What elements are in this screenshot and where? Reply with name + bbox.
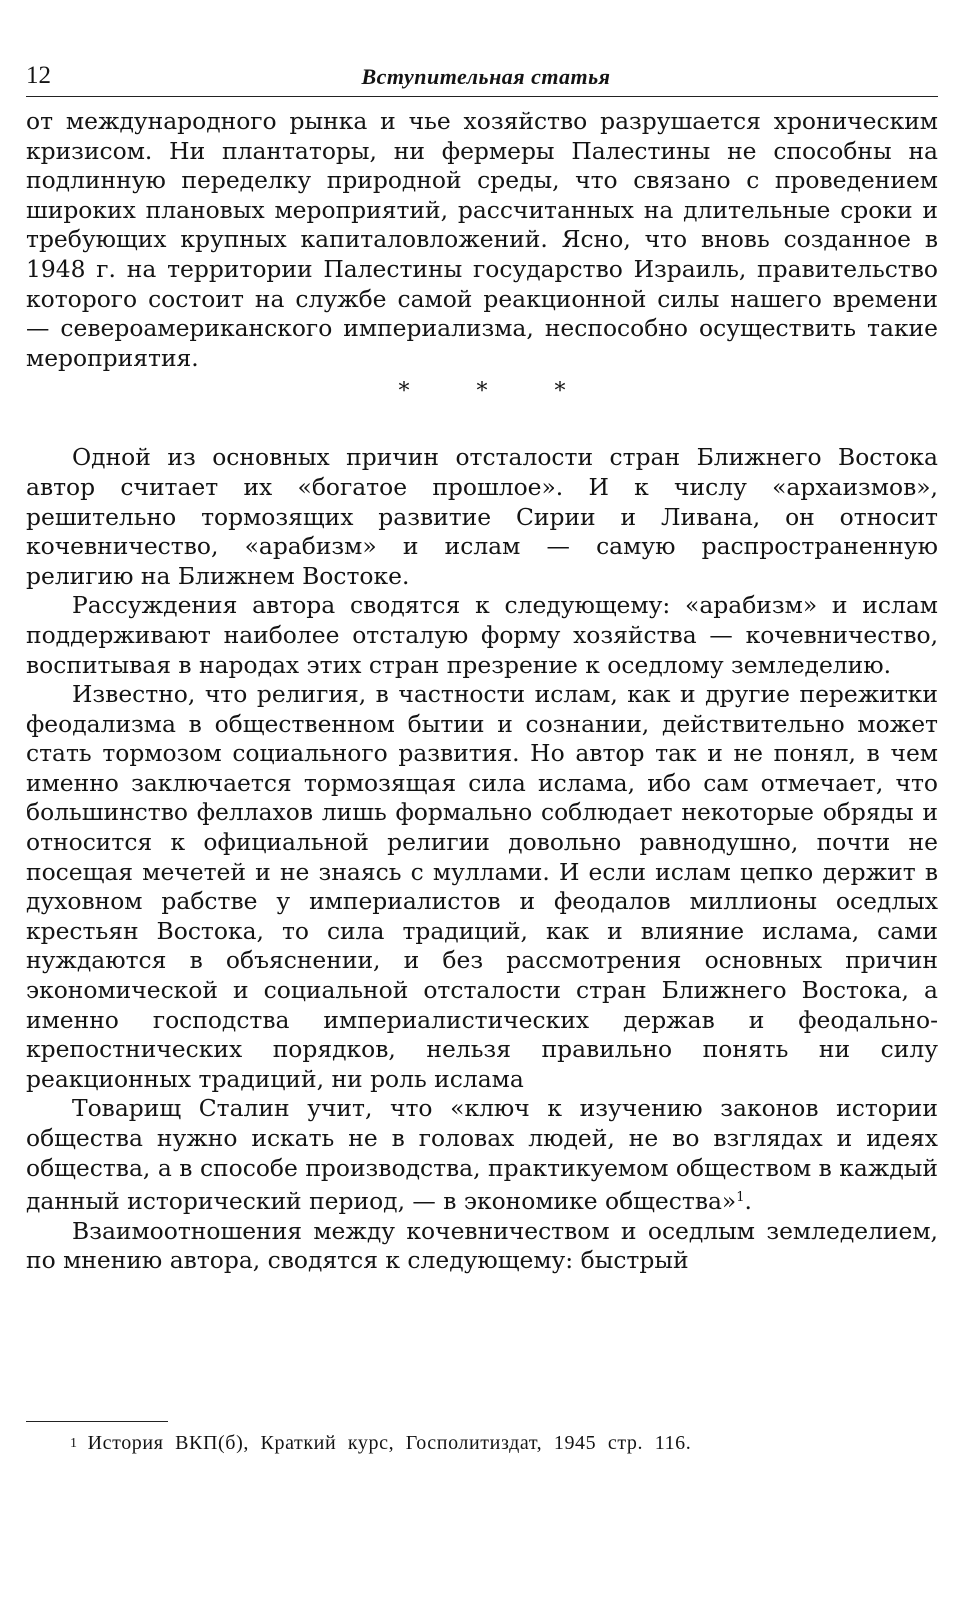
paragraph-continuation: от международного рынка и чье хозяйство разрушается хроническим кризисом. Ни плантаторы, ни фермеры Палестины не способны на подлинную переделку природной среды, что связано с проведением широких плановых мероприятий, рассчитанных на длительные сроки и требующих крупных капиталовложений. Ясно, что вновь созданное в 1948 г. на территории Палестины государство Израиль, правительство которого состоит на службе самой реакционной силы нашего времени — североамериканского империализма, неспособно осуществить такие мероприятия. [26,107,938,372]
section-break [26,373,938,443]
footnote-reference: 1 [736,1190,745,1206]
body-text [26,107,938,1276]
paragraph-5: Взаимоотношения между кочевничеством и оседлым земледелием, по мнению автора, сводятся к следующему: быстрый [26,1216,938,1275]
paragraph-4 [26,1094,938,1216]
paragraph-4-text: Товарищ Сталин учит, что «ключ к изучению законов истории общества нужно искать не в головах людей, не во взглядах и идеях общества, а в способе производства, практикуемом обществом в каждый данный исторический период, — в экономике общества» [26,1094,938,1216]
page-number: 12 [26,62,51,89]
paragraph-3: Известно, что религия, в частности ислам, как и другие пережитки феодализма в общественном бытии и сознании, действительно может стать тормозом социального развития. Но автор так и не понял, в чем именно заключается тормозящая сила ислама, ибо сам отмечает, что большинство феллахов лишь формально соблюдает некоторые обряды и относится к официальной религии довольно равнодушно, почти не посещая мечетей и не знаясь с муллами. И если ислам цепко держит в духовном рабстве у империалистов и феодалов миллионы оседлых крестьян Востока, то сила традиций, как и влияние ислама, сами нуждаются в объяснении, и без рассмотрения основных причин экономической и социальной отсталости стран Ближнего Востока, а именно господства империалистических держав и феодально-крепостнических порядков, нельзя правильно понять ни силу реакционных традиций, ни роль ислама [26,680,938,1093]
footnote-divider [26,1421,168,1422]
footnote-marker: 1 [70,1436,78,1451]
running-header [26,60,938,97]
paragraph-4-end: . [744,1187,752,1216]
section-break-asterisks: * * * [398,379,596,405]
paragraph-1: Одной из основных причин отсталости стран Ближнего Востока автор считает их «богатое прошлое». И к числу «архаизмов», решительно тормозящих развитие Сирии и Ливана, он относит кочевничество, «арабизм» и ислам — самую распространенную религию на Ближнем Востоке. [26,443,938,590]
footnote-text: История ВКП(б), Краткий курс, Госполитиздат, 1945 стр. 116. [87,1432,692,1454]
running-title: Вступительная статья [361,64,611,89]
paragraph-2: Рассуждения автора сводятся к следующему: «арабизм» и ислам поддерживают наиболее отсталую форму хозяйства — кочевничество, воспитывая в народах этих стран презрение к оседлому земледелию. [26,591,938,679]
footnote [70,1432,691,1455]
book-page [26,60,938,1276]
